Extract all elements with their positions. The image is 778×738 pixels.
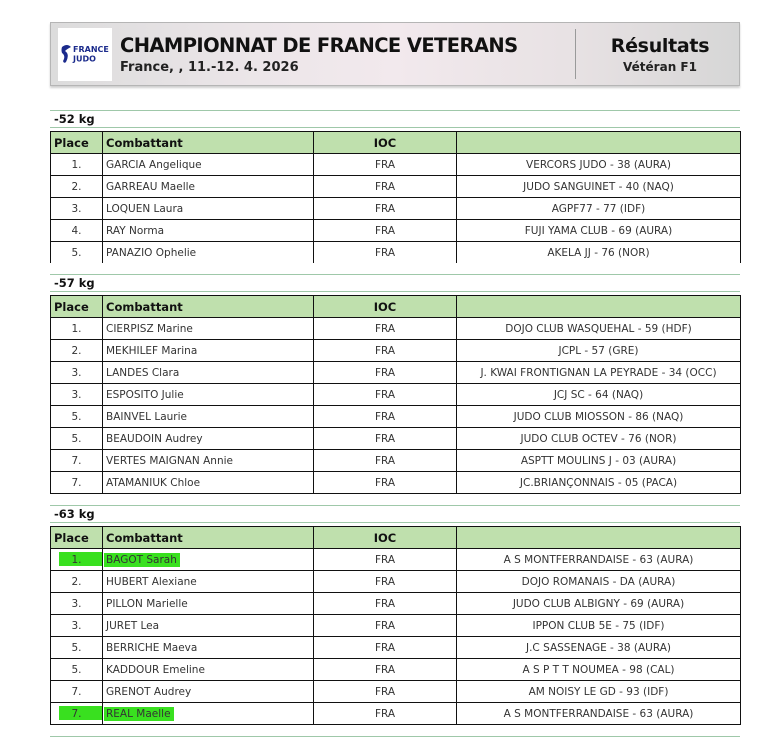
place-value: 3. bbox=[71, 619, 82, 632]
col-header-club bbox=[457, 132, 741, 154]
club-cell: AM NOISY LE GD - 93 (IDF) bbox=[457, 681, 741, 703]
ioc-cell: FRA bbox=[314, 615, 457, 637]
fighter-name: ATAMANIUK Chloe bbox=[106, 476, 201, 489]
place-cell bbox=[51, 406, 103, 428]
place-cell-highlighted bbox=[51, 549, 103, 571]
fighter-name: PANAZIO Ophelie bbox=[106, 246, 197, 259]
fighter-name-highlighted: BAGOT Sarah bbox=[104, 553, 180, 567]
table-row bbox=[51, 198, 741, 220]
table-row bbox=[51, 428, 741, 450]
ioc-cell: FRA bbox=[314, 362, 457, 384]
club-cell: A S MONTFERRANDAISE - 63 (AURA) bbox=[457, 703, 741, 725]
place-cell bbox=[51, 659, 103, 681]
fighter-name: GRENOT Audrey bbox=[106, 685, 192, 698]
fighter-cell bbox=[103, 549, 314, 571]
svg-text:JUDO: JUDO bbox=[73, 54, 96, 64]
fighter-name: ESPOSITO Julie bbox=[106, 388, 184, 401]
fighter-cell bbox=[103, 703, 314, 725]
place-cell-highlighted bbox=[51, 703, 103, 725]
club-cell: FUJI YAMA CLUB - 69 (AURA) bbox=[457, 220, 741, 242]
col-header-ioc: IOC bbox=[314, 296, 457, 318]
fighter-name: CIERPISZ Marine bbox=[106, 322, 193, 335]
col-header-ioc: IOC bbox=[314, 527, 457, 549]
place-cell bbox=[51, 593, 103, 615]
place-cell bbox=[51, 615, 103, 637]
fighter-name: VERTES MAIGNAN Annie bbox=[106, 454, 233, 467]
table-row bbox=[51, 242, 741, 264]
place-value: 5. bbox=[71, 432, 82, 445]
place-value: 5. bbox=[71, 246, 82, 259]
ioc-cell: FRA bbox=[314, 703, 457, 725]
fighter-cell bbox=[103, 472, 314, 494]
place-cell bbox=[51, 681, 103, 703]
weight-category-section bbox=[50, 274, 740, 494]
club-cell: A S P T T NOUMEA - 98 (CAL) bbox=[457, 659, 741, 681]
table-row bbox=[51, 472, 741, 494]
table-row bbox=[51, 362, 741, 384]
club-cell: JUDO CLUB ALBIGNY - 69 (AURA) bbox=[457, 593, 741, 615]
ioc-cell: FRA bbox=[314, 659, 457, 681]
fighter-cell bbox=[103, 428, 314, 450]
fighter-cell bbox=[103, 406, 314, 428]
fighter-name: KADDOUR Emeline bbox=[106, 663, 205, 676]
table-row bbox=[51, 593, 741, 615]
place-value: 1. bbox=[71, 553, 82, 566]
fighter-name: HUBERT Alexiane bbox=[106, 575, 197, 588]
place-value: 3. bbox=[71, 388, 82, 401]
results-table bbox=[50, 526, 741, 725]
table-row bbox=[51, 176, 741, 198]
place-cell bbox=[51, 220, 103, 242]
weight-category-label: -63 kg bbox=[50, 505, 740, 523]
table-header-row bbox=[51, 132, 741, 154]
weight-category-section bbox=[50, 110, 740, 263]
fighter-cell bbox=[103, 615, 314, 637]
ioc-cell: FRA bbox=[314, 176, 457, 198]
ioc-cell: FRA bbox=[314, 154, 457, 176]
results-table bbox=[50, 131, 741, 263]
fighter-cell bbox=[103, 659, 314, 681]
fighter-cell bbox=[103, 154, 314, 176]
place-value: 7. bbox=[71, 454, 82, 467]
fighter-cell bbox=[103, 318, 314, 340]
table-row bbox=[51, 340, 741, 362]
table-header-row bbox=[51, 296, 741, 318]
weight-category-section bbox=[50, 505, 740, 725]
place-cell bbox=[51, 362, 103, 384]
ioc-cell: FRA bbox=[314, 198, 457, 220]
fighter-cell bbox=[103, 242, 314, 264]
place-value: 1. bbox=[71, 158, 82, 171]
place-cell bbox=[51, 450, 103, 472]
section-divider bbox=[50, 736, 740, 737]
svg-text:FRANCE: FRANCE bbox=[73, 45, 109, 54]
club-cell: IPPON CLUB 5E - 75 (IDF) bbox=[457, 615, 741, 637]
club-cell: ASPTT MOULINS J - 03 (AURA) bbox=[457, 450, 741, 472]
fighter-cell bbox=[103, 362, 314, 384]
fighter-name: LOQUEN Laura bbox=[106, 202, 184, 215]
table-row bbox=[51, 384, 741, 406]
club-cell: JUDO CLUB MIOSSON - 86 (NAQ) bbox=[457, 406, 741, 428]
place-cell bbox=[51, 154, 103, 176]
ioc-cell: FRA bbox=[314, 593, 457, 615]
place-value: 3. bbox=[71, 366, 82, 379]
place-cell bbox=[51, 428, 103, 450]
place-value: 3. bbox=[71, 597, 82, 610]
fighter-name: BERRICHE Maeva bbox=[106, 641, 198, 654]
france-judo-logo bbox=[58, 28, 112, 81]
place-value: 7. bbox=[71, 707, 82, 720]
ioc-cell: FRA bbox=[314, 340, 457, 362]
place-value: 5. bbox=[71, 663, 82, 676]
col-header-place: Place bbox=[51, 527, 103, 549]
place-cell bbox=[51, 198, 103, 220]
club-cell: J.C SASSENAGE - 38 (AURA) bbox=[457, 637, 741, 659]
fighter-name: LANDES Clara bbox=[106, 366, 180, 379]
place-cell bbox=[51, 340, 103, 362]
ioc-cell: FRA bbox=[314, 549, 457, 571]
table-row bbox=[51, 154, 741, 176]
results-header bbox=[50, 22, 740, 86]
place-value: 1. bbox=[71, 322, 82, 335]
fighter-cell bbox=[103, 681, 314, 703]
ioc-cell: FRA bbox=[314, 406, 457, 428]
fighter-name: PILLON Marielle bbox=[106, 597, 188, 610]
fighter-cell bbox=[103, 176, 314, 198]
fighter-cell bbox=[103, 571, 314, 593]
results-title: Résultats bbox=[610, 35, 710, 57]
col-header-place: Place bbox=[51, 296, 103, 318]
place-cell bbox=[51, 571, 103, 593]
fighter-name-highlighted: REAL Maelle bbox=[104, 707, 174, 721]
fighter-cell bbox=[103, 220, 314, 242]
club-cell: A S MONTFERRANDAISE - 63 (AURA) bbox=[457, 549, 741, 571]
fighter-name: BEAUDOIN Audrey bbox=[106, 432, 203, 445]
col-header-fighter: Combattant bbox=[103, 296, 314, 318]
ioc-cell: FRA bbox=[314, 220, 457, 242]
place-value: 3. bbox=[71, 202, 82, 215]
fighter-name: RAY Norma bbox=[106, 224, 165, 237]
col-header-club bbox=[457, 527, 741, 549]
club-cell: JUDO SANGUINET - 40 (NAQ) bbox=[457, 176, 741, 198]
club-cell: DOJO CLUB WASQUEHAL - 59 (HDF) bbox=[457, 318, 741, 340]
ioc-cell: FRA bbox=[314, 571, 457, 593]
table-row bbox=[51, 703, 741, 725]
col-header-ioc: IOC bbox=[314, 132, 457, 154]
club-cell: JUDO CLUB OCTEV - 76 (NOR) bbox=[457, 428, 741, 450]
place-value: 7. bbox=[71, 476, 82, 489]
club-cell: JCJ SC - 64 (NAQ) bbox=[457, 384, 741, 406]
club-cell: DOJO ROMANAIS - DA (AURA) bbox=[457, 571, 741, 593]
fighter-name: GARCIA Angelique bbox=[106, 158, 202, 171]
results-category: Vétéran F1 bbox=[623, 60, 697, 74]
place-cell bbox=[51, 637, 103, 659]
fighter-name: BAINVEL Laurie bbox=[106, 410, 187, 423]
place-value: 5. bbox=[71, 410, 82, 423]
place-value: 2. bbox=[71, 575, 82, 588]
event-title: CHAMPIONNAT DE FRANCE VETERANS bbox=[120, 34, 518, 57]
ioc-cell: FRA bbox=[314, 428, 457, 450]
fighter-cell bbox=[103, 593, 314, 615]
club-cell: VERCORS JUDO - 38 (AURA) bbox=[457, 154, 741, 176]
col-header-place: Place bbox=[51, 132, 103, 154]
ioc-cell: FRA bbox=[314, 318, 457, 340]
club-cell: AKELA JJ - 76 (NOR) bbox=[457, 242, 741, 264]
place-cell bbox=[51, 242, 103, 264]
table-row bbox=[51, 659, 741, 681]
place-value: 2. bbox=[71, 344, 82, 357]
table-row bbox=[51, 681, 741, 703]
table-row bbox=[51, 318, 741, 340]
table-row bbox=[51, 549, 741, 571]
ioc-cell: FRA bbox=[314, 637, 457, 659]
place-value: 7. bbox=[71, 685, 82, 698]
table-row bbox=[51, 220, 741, 242]
ioc-cell: FRA bbox=[314, 242, 457, 264]
table-row bbox=[51, 615, 741, 637]
table-row bbox=[51, 637, 741, 659]
fighter-cell bbox=[103, 384, 314, 406]
table-header-row bbox=[51, 527, 741, 549]
event-subtitle: France, , 11.-12. 4. 2026 bbox=[120, 60, 299, 75]
col-header-fighter: Combattant bbox=[103, 132, 314, 154]
place-value: 4. bbox=[71, 224, 82, 237]
fighter-cell bbox=[103, 340, 314, 362]
club-cell: JCPL - 57 (GRE) bbox=[457, 340, 741, 362]
club-cell: J. KWAI FRONTIGNAN LA PEYRADE - 34 (OCC) bbox=[457, 362, 741, 384]
place-cell bbox=[51, 176, 103, 198]
fighter-name: GARREAU Maelle bbox=[106, 180, 195, 193]
place-cell bbox=[51, 318, 103, 340]
fighter-name: MEKHILEF Marina bbox=[106, 344, 198, 357]
weight-category-label: -52 kg bbox=[50, 110, 740, 128]
col-header-club bbox=[457, 296, 741, 318]
col-header-fighter: Combattant bbox=[103, 527, 314, 549]
table-row bbox=[51, 450, 741, 472]
place-cell bbox=[51, 384, 103, 406]
club-cell: JC.BRIANÇONNAIS - 05 (PACA) bbox=[457, 472, 741, 494]
place-value: 2. bbox=[71, 180, 82, 193]
ioc-cell: FRA bbox=[314, 384, 457, 406]
fighter-cell bbox=[103, 450, 314, 472]
table-row bbox=[51, 406, 741, 428]
fighter-cell bbox=[103, 637, 314, 659]
results-table bbox=[50, 295, 741, 494]
table-row bbox=[51, 571, 741, 593]
place-cell bbox=[51, 472, 103, 494]
france-judo-logo-icon bbox=[60, 42, 112, 66]
fighter-name: JURET Lea bbox=[106, 619, 160, 632]
ioc-cell: FRA bbox=[314, 450, 457, 472]
place-value: 5. bbox=[71, 641, 82, 654]
fighter-cell bbox=[103, 198, 314, 220]
ioc-cell: FRA bbox=[314, 681, 457, 703]
header-divider bbox=[575, 29, 576, 79]
ioc-cell: FRA bbox=[314, 472, 457, 494]
club-cell: AGPF77 - 77 (IDF) bbox=[457, 198, 741, 220]
weight-category-label: -57 kg bbox=[50, 274, 740, 292]
